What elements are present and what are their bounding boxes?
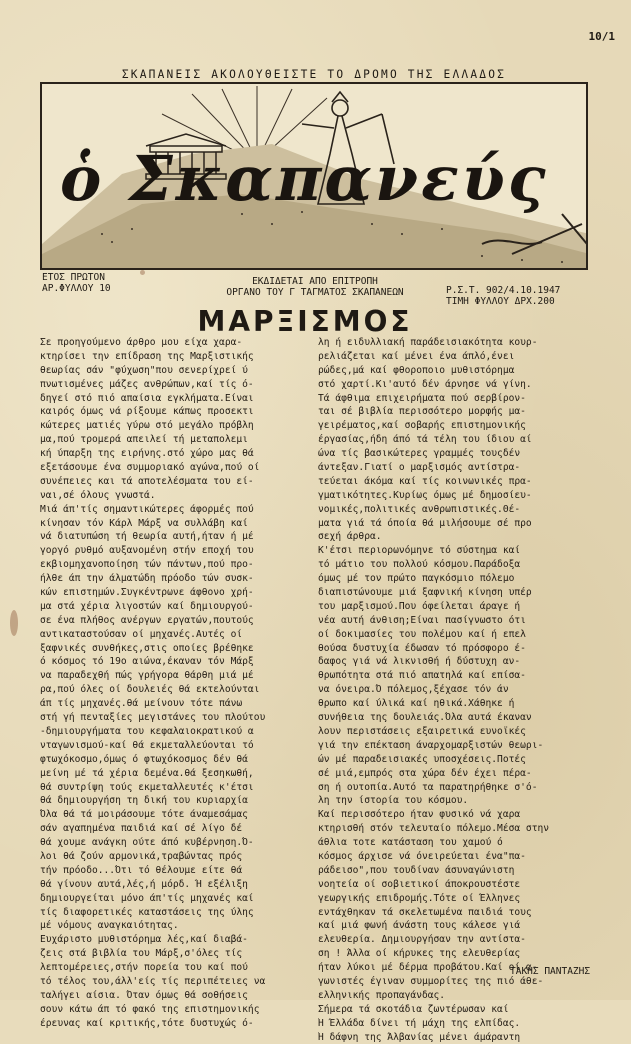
article-line: συνέπειες και τά αποτελέσματα του εί- [40, 475, 254, 487]
article-line: πνωτισμένες μάζες ανθρώπων,καί τίς ό- [40, 378, 254, 390]
article-line: λη ή ειδυλλιακή παράδεισιακότητα κουρ- [318, 337, 538, 348]
article-line: νέα αυτή άνθιση;Είναι πασίγνωστο ότι [318, 614, 526, 626]
article-line: φτωχόκοσμο,όμως ό φτωχόκοσμος δέν θά [40, 753, 248, 765]
article-line: στό χαρτί.Κι'αυτό δέν άρνησε νά γίνη. [318, 378, 532, 390]
article-line: σέ μιά,εμπρός στα χώρα δέν έχει πέρα- [318, 767, 532, 779]
article-line: θρωπο καί ύλικά καί ηθικά.Χάθηκε ή [318, 698, 515, 710]
article-right-column [318, 336, 592, 1044]
article-line: καί μιά φωνή άνάστη τους κάλεσε γιά [318, 920, 521, 932]
article-line: θρωπότητα στά πιό απατηλά καί επίσα- [318, 670, 526, 682]
article-line: διαπιστώνουμε μιά ξαφνική κίνηση υπέρ [318, 587, 532, 599]
article-line: -δημιουργήματα του κεφαλαιοκρατικού α [40, 725, 254, 737]
ink-stain [140, 270, 145, 275]
article-line: συνήθεια της δουλειάς.Όλα αυτά έκαναν [318, 712, 532, 724]
article-line: σάν αγαπημένα παιδιά καί σέ λίγο δέ [40, 823, 243, 835]
article-line: κώτερες ματιές γύρω στό μεγάλο πρόβλη [40, 420, 254, 432]
ink-stain [10, 610, 18, 636]
article-line: δηγεί στό πιό απαίσια εγκλήματα.Είναι [40, 392, 254, 404]
article-line: ματα γιά τά όποία θά μιλήσουμε σέ προ [318, 517, 532, 529]
article-line: ξαφνικές συνθήκες,στις οποίες βρέθηκε [40, 642, 254, 654]
article-line: ό κόσμος τό 19ο αιώνα,έκαναν τόν Μάρξ [40, 656, 254, 668]
article-line: λεπτομέρειες,στήν πορεία του καί πού [40, 962, 248, 974]
article-line: λη την ίστορία του κόσμου. [318, 795, 469, 807]
article-line: ελληνικής προπαγάνδας. [318, 989, 446, 1001]
article-line: ση ή ουτοπία.Αυτό τα παρατηρήθηκε σ'ό- [318, 781, 538, 793]
article-line: κόσμος άρχισε νά όνειρεύεται ένα"πα- [318, 850, 526, 862]
article-line: ται σέ βιβλία περισσότερο μορφής μα- [318, 406, 526, 418]
article-line: νταγωνισμού-καί θά εκμεταλλεύονται τό [40, 739, 254, 751]
article-line: γοργό ρυθμό αυξανομένη στήν εποχή του [40, 545, 254, 557]
article-line: ζεις στά βιβλία του Μάρξ,σ'όλες τίς [40, 948, 243, 960]
article-line: άθλια τοτε κατάσταση του χαμού ό [318, 837, 503, 849]
article-line: αντικαταστούσαν οί μηχανές.Αυτές οί [40, 628, 243, 640]
article-line: κών επιστημών.Συγκέντρωνε άφθονο χρή- [40, 587, 254, 599]
article-left-column [40, 336, 318, 1031]
issue-price: ΤΙΜΗ ΦΥΛΛΟΥ ΔΡΧ.200 [446, 296, 555, 307]
publisher-line-1: ΕΚΔΙΔΕΤΑΙ ΑΠΟ ΕΠΙΤΡΟΠΗ [252, 276, 378, 287]
article-line: γιά την επέκταση άναρχομαρξιστών θεωρι- [318, 739, 544, 751]
publisher-info [195, 276, 435, 298]
article-line: καιρός όμως νά ρίξουμε κάπως προσεκτι [40, 406, 254, 418]
article-line: μα,πού τρομερά απειλεί τή μεταπολεμι [40, 434, 248, 446]
article-line: Μιά άπ'τίς σημαντικώτερες άφορμές πού [40, 503, 254, 515]
article-line: του μαρξισμού.Που όφείλεται άραγε ή [318, 600, 521, 612]
article-line: Σε προηγούμενο άρθρο μου είχα χαρα- [40, 337, 243, 348]
article-line: νομικές,πολιτικές ανθρωπιστικές.Θέ- [318, 503, 521, 515]
article-line: θούσα δυστυχία έδωσαν τό πρόσφορο έ- [318, 642, 526, 654]
article-line: τήν πρόοδο...Ότι τό θέλουμε είτε θά [40, 864, 243, 876]
article-line: εκβιομηχανοποίηση τών πάντων,πού προ- [40, 559, 254, 571]
article-line: σουν κάτω άπ τό φακό της επιστημονικής [40, 1003, 260, 1015]
article-line: να όνειρα.Ό πόλεμος,ξέχασε τόν άν [318, 684, 509, 696]
article-line: Καί περισσότερο ήταν φυσικό νά χαρα [318, 809, 521, 821]
article-line: δημιουργείται μόνο άπ'τίς μηχανές καί [40, 892, 254, 904]
article-line: νοητεία οί σοβιετικοί άποκρουστέστε [318, 878, 521, 890]
article-line: γωνιστές έγιναν συμμορίτες της πιό άθε- [318, 975, 544, 987]
newspaper-title: ὁ Σκαπανεύς [60, 142, 549, 215]
page-number: 10/1 [588, 30, 615, 43]
article-line: Κ'έτσι περιορωνόμηνε τό σύστημα καί [318, 545, 521, 557]
article-line: έρευνας καί κριτικής,τότε δυστυχώς ό- [40, 1017, 254, 1029]
article-line: θεωρίας σάν "φύχωση"που σενερίχρεί ύ [40, 364, 248, 376]
article-line: κτηρισθή στόν τελευταίο πόλεμο.Μέσα στην [318, 823, 550, 835]
article-line: ελευθερία. Δημιουργήσαν την αντίστα- [318, 934, 526, 946]
article-line: γειρέματος,καί σοβαρής επιστημονικής [318, 420, 526, 432]
article-line: ρώδες,μά καί φθοροποιο μυθιστόρημα [318, 364, 515, 376]
article-line: θά χουμε ανάγκη ούτε άπό κυβέρνηση.Ό- [40, 837, 254, 849]
article-line: γματικότητες.Κυρίως όμως μέ δημοσίευ- [318, 489, 532, 501]
article-line: στή γή πενταξίες μεγιστάνες του πλούτου [40, 712, 266, 724]
article-line: ών μέ παραδεισιακές υποσχέσεις.Ποτές [318, 753, 526, 765]
article-line: Όλα θά τά μοιράσουμε τότε άναμεσάμας [40, 809, 248, 821]
slogan: ΣΚΑΠΑΝΕΙΣ ΑΚΟΛΟΥΘΕΙΣΤΕ ΤΟ ΔΡΟΜΟ ΤΗΣ ΕΛΛΑΔΟΣ [121, 68, 507, 81]
article-line: να παραδεχθή πώς γρήγορα θάρθη μιά μέ [40, 670, 254, 682]
article-line: κή ύπαρξη της ειρήνης.στό χώρο μας θά [40, 448, 254, 460]
article-line: εξετάσουμε ένα συμμοριακό αγώνα,πού οί [40, 462, 260, 474]
article-line: μείνη μέ τά χέρια δεμένα.θά ξεσηκωθή, [40, 767, 254, 779]
article-line: σε ένα πλήθος ανέργων εργατών,πουτούς [40, 614, 254, 626]
issue-info [42, 272, 111, 294]
article-line: ση ! Άλλα οί κήρυκες της ελευθερίας [318, 948, 521, 960]
article-line: ναι,σέ όλους γνωστά. [40, 489, 156, 501]
article-line: ώνα τίς βασικώτερες γραμμές τουςδέν [318, 448, 521, 460]
article-line: σεχή άρθρα. [318, 531, 382, 543]
article-line: κίνησαν τόν Κάρλ Μάρξ να συλλάβη καί [40, 517, 248, 529]
article-line: ήταν λύκοι μέ δέρμα προβάτου.Καί οί α- [318, 962, 538, 974]
article-line: Τά άφθιμα επιχειρήματα πού σερβίρον- [318, 392, 526, 404]
article-line: τό τέλος του,άλλ'είς τίς περιπέτειες να [40, 975, 266, 987]
article-line: όμως μέ τον πρώτο παγκόσμιο πόλεμο [318, 573, 515, 585]
article-line: τεύεται άκόμα καί τίς κοινωνικές πρα- [318, 475, 532, 487]
article-line: θά γίνουν αυτά,λές,ή μόρδ. Ή εξέλιξη [40, 878, 248, 890]
article-line: νά διατυπώση τή θεωρία αυτή,ήταν ή μέ [40, 531, 254, 543]
article-line: θά συντρίψη τούς εκμεταλλευτές κ'έτσι [40, 781, 254, 793]
issue-number: ΑΡ.ΦΥΛΛΟΥ 10 [42, 283, 111, 294]
article-headline: ΜΑΡΞΙΣΜΟΣ [197, 305, 413, 338]
article-line: δαφος γιά νά λικνισθή ή δύστυχη αν- [318, 656, 521, 668]
article-line: ήλθε άπ την άλματώδη πρόοδο τών συσκ- [40, 573, 254, 585]
article-line: τό μάτιο του πολλού κόσμου.Παράδοξα [318, 559, 521, 571]
article-line: Ή δάφνη της Άλβανίας μένει άμάραντη [318, 1031, 521, 1043]
issue-year: ΕΤΟΣ ΠΡΩΤΟΝ [42, 272, 105, 283]
article-line: άντεξαν.Γιατί ο μαρξισμός αντίστρα- [318, 462, 521, 474]
article-line: έργασίας,ήδη άπό τά τέλη του ίδιου αί [318, 434, 532, 446]
article-line: τίς διαφορετικές καταστάσεις της ύλης [40, 906, 254, 918]
article-line: Σήμερα τά σκοτάδια ζωντέρωσαν καί [318, 1003, 509, 1015]
article-line: λουν περιστάσεις εξαιρετικά ευνοϊκές [318, 725, 526, 737]
article-line: εντάχθηκαν τά σκελετωμένα παιδιά τους [318, 906, 532, 918]
publisher-line-2: ΟΡΓΑΝΟ ΤΟΥ Γ ΤΑΓΜΑΤΟΣ ΣΚΑΠΑΝΕΩΝ [226, 287, 404, 298]
article-line: θά δημιουργήση τη δική του κυριαρχία [40, 795, 248, 807]
registration-number: Ρ.Σ.Τ. 902/4.10.1947 [446, 285, 561, 296]
article-line: ρα,πού όλες οί δουλειές θά εκτελούνται [40, 684, 260, 696]
article-line: άπ τίς μηχανές.θά μείνουν τότε πάνω [40, 698, 243, 710]
article-line: ταλήγει αίσια. Όταν όμως θά σοθήσεις [40, 989, 248, 1001]
article-line: κτηρίσει την επίδραση της Μαρξιστικής [40, 350, 254, 362]
article-line: οί δοκιμασίες του πολέμου καί ή επελ [318, 628, 526, 640]
article-line: ράδεισο",που τουδίναν άσυναγώνιστη [318, 864, 515, 876]
article-line: μέ νόμους αναγκαιότητας. [40, 920, 179, 932]
registration-info [446, 285, 560, 307]
article-line: μα στά χέρια λιγοστών καί δημιουργού- [40, 600, 254, 612]
article-line: Ευχάριστο μυθιστόρημα λές,καί διαβά- [40, 934, 248, 946]
article-line: Ή Έλλάδα δίνει τή μάχη της ελπίδας. [318, 1017, 521, 1029]
article-line: λοι θά ζούν αρμονικά,τραβώντας πρός [40, 850, 243, 862]
article-line: ρελιάζεται καί μένει ένα άπλό,ένει [318, 350, 515, 362]
article-signature: ΤΑΚΗΣ ΠΑΝΤΑΖΗΣ [510, 966, 591, 977]
article-line: γεωργικής επιδρομής.Τότε οί Έλληνες [318, 892, 521, 904]
